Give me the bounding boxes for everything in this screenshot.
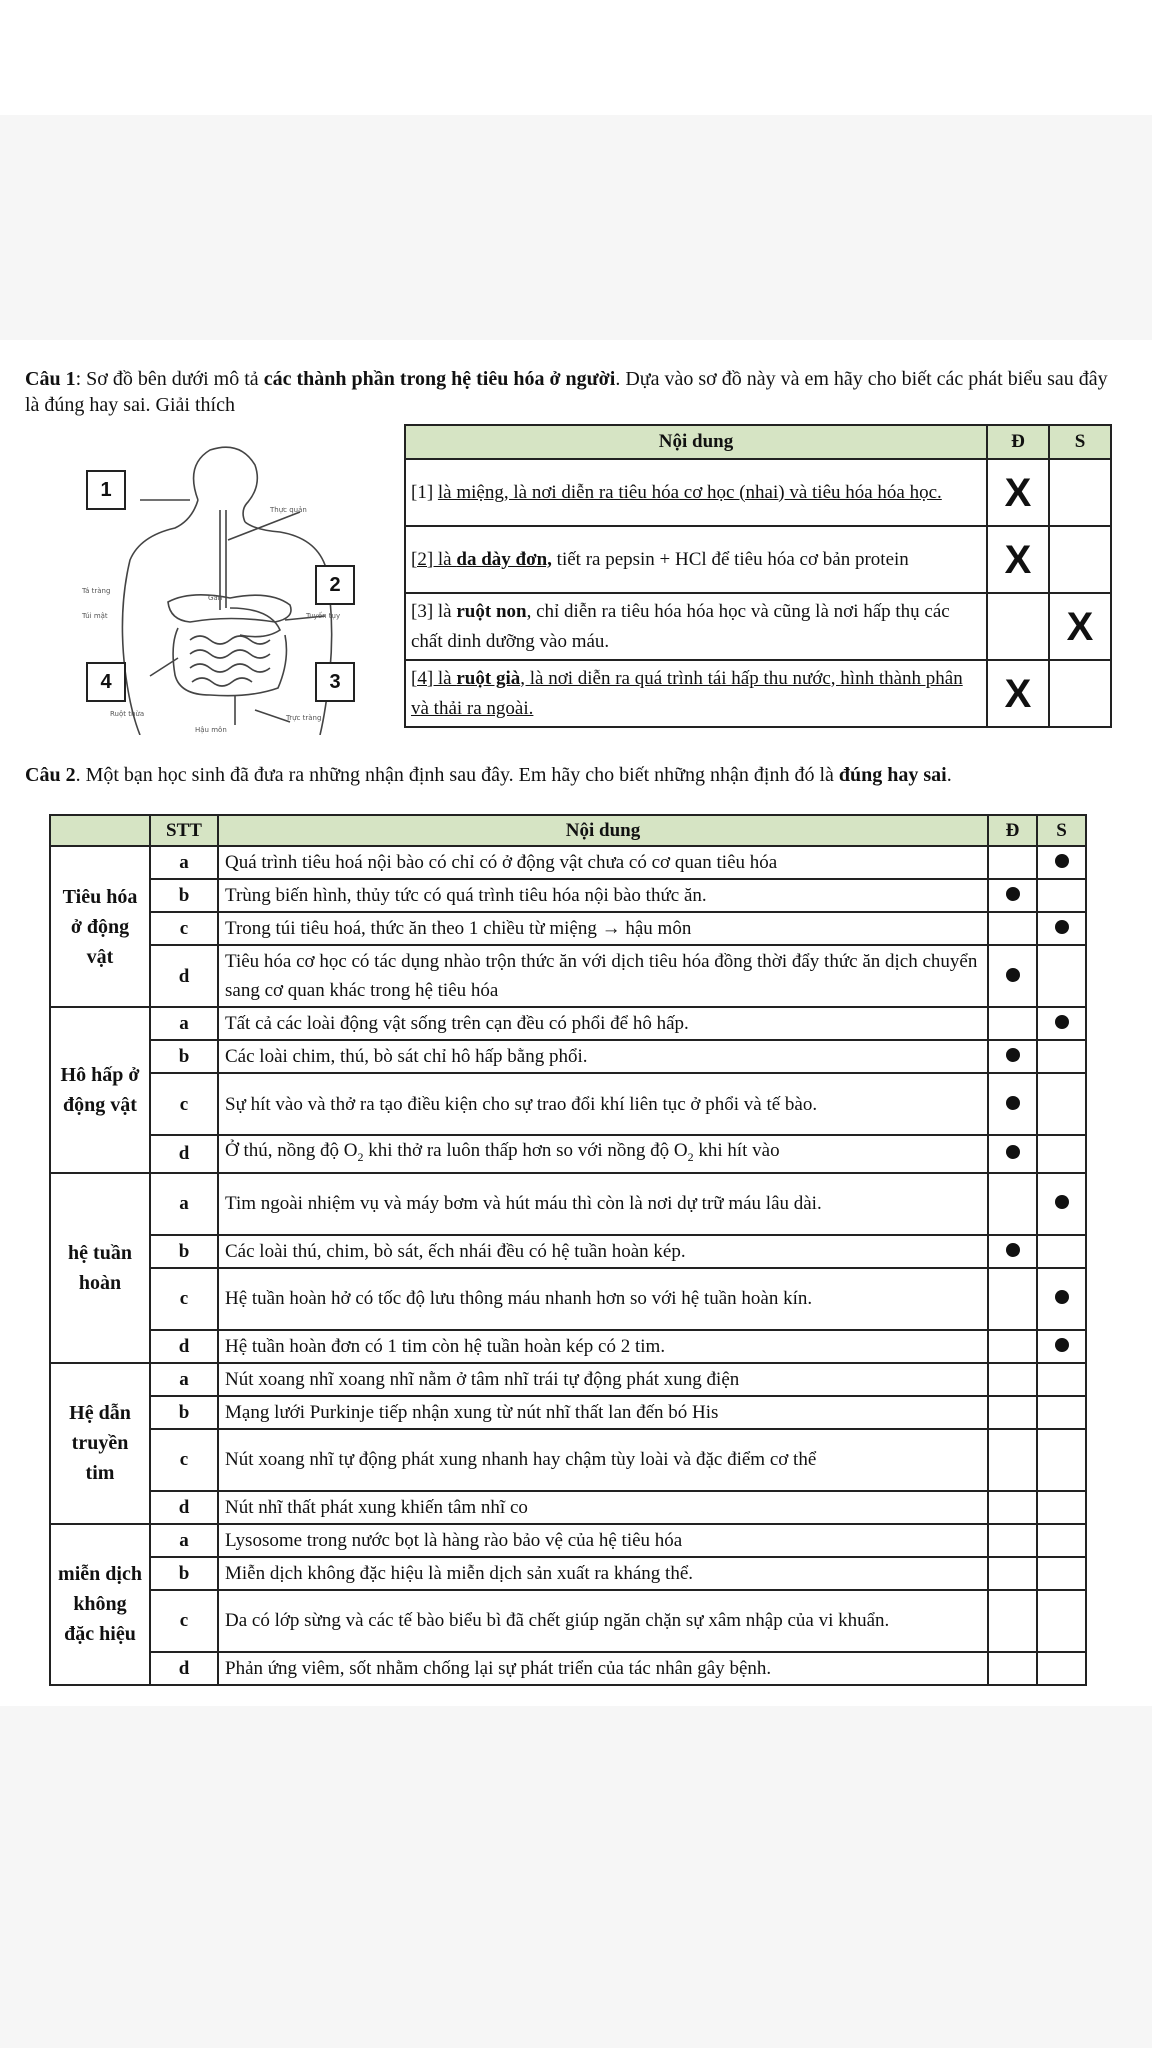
dot-mark-icon xyxy=(1006,887,1020,901)
dot-mark-icon xyxy=(1055,1290,1069,1304)
table-row xyxy=(50,1491,1086,1524)
group-name: hệ tuần hoàn xyxy=(50,1173,150,1363)
statement-text xyxy=(218,1135,988,1173)
true-mark-cell[interactable] xyxy=(988,1135,1037,1173)
true-mark-cell[interactable] xyxy=(988,1363,1037,1396)
statement-text: Da có lớp sừng và các tế bào biểu bì đã chết giúp ngăn chặn sự xâm nhập của vi khuẩn. xyxy=(218,1590,988,1652)
table-row xyxy=(50,1557,1086,1590)
true-mark-cell[interactable] xyxy=(988,1557,1037,1590)
table-row xyxy=(50,1040,1086,1073)
statement-cell xyxy=(405,459,987,526)
x-mark-icon: X xyxy=(1004,537,1032,582)
table-row xyxy=(50,1590,1086,1652)
statement-fragment: khi thở ra luôn thấp hơn so với nồng độ O xyxy=(363,1140,688,1161)
true-mark-cell[interactable] xyxy=(988,1590,1037,1652)
table-row xyxy=(50,1652,1086,1685)
top-white-band xyxy=(0,0,1152,115)
diagram-box-3: 3 xyxy=(315,662,355,702)
label-esophagus: Thực quản xyxy=(270,506,307,514)
false-mark-cell[interactable] xyxy=(1037,846,1086,879)
true-mark-cell[interactable] xyxy=(988,1330,1037,1363)
row-stt: d xyxy=(150,1652,218,1685)
statement-text: Quá trình tiêu hoá nội bào có chỉ có ở động vật chưa có cơ quan tiêu hóa xyxy=(218,846,988,879)
statement-text: Mạng lưới Purkinje tiếp nhận xung từ nút nhĩ thất lan đến bó His xyxy=(218,1396,988,1429)
table-row xyxy=(50,1429,1086,1491)
dot-mark-icon xyxy=(1055,920,1069,934)
row-stt: b xyxy=(150,1040,218,1073)
question-2-table xyxy=(49,814,1087,1686)
true-mark-cell[interactable] xyxy=(988,1268,1037,1330)
statement-text: Miễn dịch không đặc hiệu là miễn dịch sản xuất ra kháng thể. xyxy=(218,1557,988,1590)
table-row xyxy=(50,912,1086,945)
statement-text: Hệ tuần hoàn đơn có 1 tim còn hệ tuần hoàn kép có 2 tim. xyxy=(218,1330,988,1363)
true-mark-cell[interactable] xyxy=(988,1040,1037,1073)
row-stt: b xyxy=(150,1557,218,1590)
statement-text: Trong túi tiêu hoá, thức ăn theo 1 chiều từ miệng → hậu môn xyxy=(218,912,988,945)
statement-cell xyxy=(405,660,987,727)
dot-mark-icon xyxy=(1055,854,1069,868)
statement-text: Nút xoang nhĩ tự động phát xung nhanh hay chậm tùy loài và đặc điểm cơ thể xyxy=(218,1429,988,1491)
row-stt: a xyxy=(150,1363,218,1396)
table-2-header-stt: STT xyxy=(150,815,218,846)
question-2-bold: đúng hay sai xyxy=(838,764,947,786)
false-mark-cell[interactable] xyxy=(1037,1135,1086,1173)
true-mark-cell[interactable] xyxy=(988,1429,1037,1491)
statement-prefix: [3] là xyxy=(411,600,457,622)
statement-prefix: [2] là xyxy=(411,548,457,570)
table-1-header-content: Nội dung xyxy=(405,425,987,459)
question-1-text xyxy=(25,366,1120,418)
table-row xyxy=(50,1268,1086,1330)
false-mark-cell[interactable] xyxy=(1037,945,1086,1007)
label-appendix: Ruột thừa xyxy=(110,710,145,718)
false-mark-cell[interactable] xyxy=(1037,1524,1086,1557)
false-mark-cell[interactable] xyxy=(1037,1073,1086,1135)
label-stomach: Tá tràng xyxy=(82,587,111,595)
label-liver: Gan xyxy=(208,594,223,602)
row-stt: d xyxy=(150,945,218,1007)
true-mark-cell[interactable] xyxy=(988,1491,1037,1524)
group-name: Tiêu hóa ở động vật xyxy=(50,846,150,1007)
statement-text: Trùng biến hình, thủy tức có quá trình tiêu hóa nội bào thức ăn. xyxy=(218,879,988,912)
statement-text: Tất cả các loài động vật sống trên cạn đều có phổi để hô hấp. xyxy=(218,1007,988,1040)
false-mark-cell[interactable] xyxy=(1037,1007,1086,1040)
false-mark-cell[interactable] xyxy=(1049,526,1111,593)
row-stt: a xyxy=(150,1173,218,1235)
question-2-label: Câu 2 xyxy=(25,764,76,786)
dot-mark-icon xyxy=(1055,1015,1069,1029)
row-stt: b xyxy=(150,879,218,912)
dot-mark-icon xyxy=(1006,1096,1020,1110)
table-2-header-true: Đ xyxy=(988,815,1037,846)
table-row xyxy=(50,945,1086,1007)
statement-cell xyxy=(405,593,987,660)
question-1-part-a: : Sơ đồ bên dưới mô tả xyxy=(75,368,264,390)
false-mark-cell[interactable] xyxy=(1049,660,1111,727)
row-stt: c xyxy=(150,1429,218,1491)
false-mark-cell[interactable] xyxy=(1037,879,1086,912)
dot-mark-icon xyxy=(1006,968,1020,982)
question-2-part-a: . Một bạn học sinh đã đưa ra những nhận định sau đây. Em hãy cho biết những nhận định đó là xyxy=(75,764,839,786)
group-name: Hệ dẫn truyền tim xyxy=(50,1363,150,1524)
false-mark-cell[interactable] xyxy=(1037,1396,1086,1429)
true-mark-cell[interactable] xyxy=(987,660,1049,727)
row-stt: a xyxy=(150,1524,218,1557)
dot-mark-icon xyxy=(1006,1048,1020,1062)
dot-mark-icon xyxy=(1006,1243,1020,1257)
false-mark-cell[interactable] xyxy=(1037,1652,1086,1685)
group-name: miễn dịch không đặc hiệu xyxy=(50,1524,150,1685)
label-gallbladder: Túi mật xyxy=(82,612,108,620)
question-2-part-b: . xyxy=(946,764,952,786)
subscript: 2 xyxy=(357,1149,364,1164)
statement-text: , là nơi diễn ra quá trình tái hấp thu nước, hình thành phân và thải ra ngoài. xyxy=(411,667,963,719)
statement-fragment: Ở thú, nồng độ O xyxy=(225,1140,358,1161)
table-row xyxy=(405,526,1111,593)
row-stt: a xyxy=(150,846,218,879)
false-mark-cell[interactable] xyxy=(1037,1429,1086,1491)
true-mark-cell[interactable] xyxy=(987,459,1049,526)
label-pancreas: Tuyến tụy xyxy=(306,612,341,620)
table-2-header-group xyxy=(50,815,150,846)
diagram-box-4: 4 xyxy=(86,662,126,702)
table-row xyxy=(50,879,1086,912)
true-mark-cell[interactable] xyxy=(988,1652,1037,1685)
statement-text: Nút nhĩ thất phát xung khiến tâm nhĩ co xyxy=(218,1491,988,1524)
subscript: 2 xyxy=(687,1149,694,1164)
statement-prefix: [4] là xyxy=(411,667,457,689)
row-stt: b xyxy=(150,1235,218,1268)
table-row xyxy=(405,459,1111,526)
true-mark-cell[interactable] xyxy=(988,945,1037,1007)
false-mark-cell[interactable] xyxy=(1037,1173,1086,1235)
table-row xyxy=(50,1363,1086,1396)
table-2-header-content: Nội dung xyxy=(218,815,988,846)
false-mark-cell[interactable] xyxy=(1037,1590,1086,1652)
diagram-box-2: 2 xyxy=(315,565,355,605)
statement-text: Phản ứng viêm, sốt nhằm chống lại sự phát triển của tác nhân gây bệnh. xyxy=(218,1652,988,1685)
statement-text: Lysosome trong nước bọt là hàng rào bảo vệ của hệ tiêu hóa xyxy=(218,1524,988,1557)
true-mark-cell[interactable] xyxy=(988,846,1037,879)
false-mark-cell[interactable] xyxy=(1037,1235,1086,1268)
false-mark-cell[interactable] xyxy=(1037,1330,1086,1363)
statement-text: Tiêu hóa cơ học có tác dụng nhào trộn thức ăn với dịch tiêu hóa đồng thời đẩy thức ăn dịch chuyển sang cơ quan khác trong hệ tiêu hóa xyxy=(218,945,988,1007)
row-stt: c xyxy=(150,1268,218,1330)
question-1-table xyxy=(404,424,1112,728)
table-row xyxy=(50,1135,1086,1173)
x-mark-icon: X xyxy=(1004,671,1032,716)
statement-text: tiết ra pepsin + HCl để tiêu hóa cơ bản protein xyxy=(551,548,909,570)
row-stt: c xyxy=(150,1590,218,1652)
false-mark-cell[interactable] xyxy=(1037,1557,1086,1590)
true-mark-cell[interactable] xyxy=(987,593,1049,660)
table-1-header-true: Đ xyxy=(987,425,1049,459)
dot-mark-icon xyxy=(1055,1338,1069,1352)
table-row xyxy=(50,1073,1086,1135)
table-row xyxy=(50,846,1086,879)
row-stt: b xyxy=(150,1396,218,1429)
table-2-header-row xyxy=(50,815,1086,846)
row-stt: a xyxy=(150,1007,218,1040)
true-mark-cell[interactable] xyxy=(988,1173,1037,1235)
statement-text: Sự hít vào và thở ra tạo điều kiện cho sự trao đổi khí liên tục ở phổi và tế bào. xyxy=(218,1073,988,1135)
label-anus: Hậu môn xyxy=(195,726,227,734)
table-row xyxy=(405,660,1111,727)
false-mark-cell[interactable] xyxy=(1049,459,1111,526)
dot-mark-icon xyxy=(1055,1195,1069,1209)
true-mark-cell[interactable] xyxy=(988,912,1037,945)
question-1-bold: các thành phần trong hệ tiêu hóa ở người xyxy=(263,368,616,390)
statement-text: Hệ tuần hoàn hở có tốc độ lưu thông máu nhanh hơn so với hệ tuần hoàn kín. xyxy=(218,1268,988,1330)
row-stt: d xyxy=(150,1330,218,1363)
false-mark-cell[interactable] xyxy=(1037,1491,1086,1524)
false-mark-cell[interactable] xyxy=(1037,912,1086,945)
true-mark-cell[interactable] xyxy=(988,1007,1037,1040)
true-mark-cell[interactable] xyxy=(987,526,1049,593)
statement-cell xyxy=(405,526,987,593)
question-2-text xyxy=(25,762,1120,788)
statement-text: Các loài thú, chim, bò sát, ếch nhái đều có hệ tuần hoàn kép. xyxy=(218,1235,988,1268)
false-mark-cell[interactable] xyxy=(1037,1363,1086,1396)
statement-text: Tim ngoài nhiệm vụ và máy bơm và hút máu thì còn là nơi dự trữ máu lâu dài. xyxy=(218,1173,988,1235)
table-2-header-false: S xyxy=(1037,815,1086,846)
statement-text: là miệng, là nơi diễn ra tiêu hóa cơ học (nhai) và tiêu hóa hóa học. xyxy=(437,481,942,503)
statement-text: Nút xoang nhĩ xoang nhĩ nằm ở tâm nhĩ trái tự động phát xung điện xyxy=(218,1363,988,1396)
table-row xyxy=(405,593,1111,660)
table-row xyxy=(50,1524,1086,1557)
table-row xyxy=(50,1330,1086,1363)
true-mark-cell[interactable] xyxy=(988,879,1037,912)
table-1-header-false: S xyxy=(1049,425,1111,459)
row-stt: c xyxy=(150,912,218,945)
statement-text: Các loài chim, thú, bò sát chỉ hô hấp bằng phổi. xyxy=(218,1040,988,1073)
row-stt: d xyxy=(150,1135,218,1173)
x-mark-icon: X xyxy=(1066,604,1094,649)
group-name: Hô hấp ở động vật xyxy=(50,1007,150,1173)
statement-bold: da dày đơn, xyxy=(456,548,552,570)
table-row xyxy=(50,1235,1086,1268)
table-1-header-row xyxy=(405,425,1111,459)
row-stt: d xyxy=(150,1491,218,1524)
digestive-system-diagram xyxy=(80,440,375,735)
question-1-part-b: . Dựa vào sơ đồ này và em hãy cho biết các phát biểu sau đây là đúng hay sai. Giải thích xyxy=(25,368,1108,416)
false-mark-cell[interactable] xyxy=(1049,593,1111,660)
dot-mark-icon xyxy=(1006,1145,1020,1159)
true-mark-cell[interactable] xyxy=(988,1235,1037,1268)
statement-prefix: [1] xyxy=(411,481,438,503)
x-mark-icon: X xyxy=(1004,470,1032,515)
true-mark-cell[interactable] xyxy=(988,1396,1037,1429)
table-row xyxy=(50,1007,1086,1040)
statement-bold: ruột già xyxy=(456,667,521,689)
label-rectum: Trực tràng xyxy=(286,714,322,722)
false-mark-cell[interactable] xyxy=(1037,1268,1086,1330)
statement-bold: ruột non xyxy=(456,600,527,622)
statement-fragment: khi hít vào xyxy=(693,1140,780,1161)
false-mark-cell[interactable] xyxy=(1037,1040,1086,1073)
table-row xyxy=(50,1173,1086,1235)
diagram-box-1: 1 xyxy=(86,470,126,510)
true-mark-cell[interactable] xyxy=(988,1073,1037,1135)
true-mark-cell[interactable] xyxy=(988,1524,1037,1557)
row-stt: c xyxy=(150,1073,218,1135)
question-1-label: Câu 1 xyxy=(25,368,76,390)
table-row xyxy=(50,1396,1086,1429)
statement-text: , chỉ diễn ra tiêu hóa hóa học và cũng là nơi hấp thụ các chất dinh dưỡng vào máu. xyxy=(411,600,950,652)
